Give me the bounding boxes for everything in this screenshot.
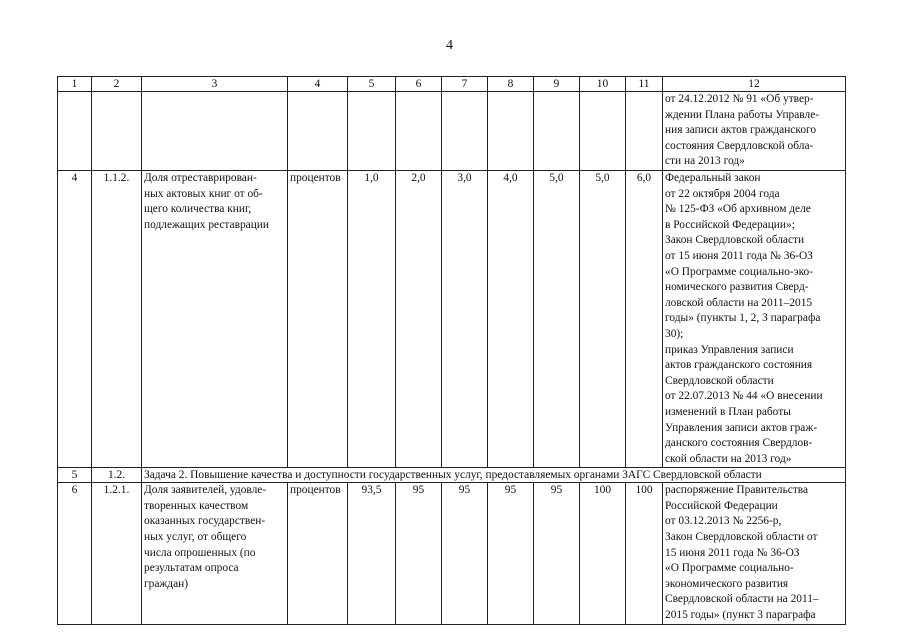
unit-cell: процентов [288,483,348,624]
value-cell: 1,0 [348,171,396,468]
value-cell: 95 [488,483,534,624]
text-line: оказанных государствен- [144,515,266,528]
table-row [58,483,846,624]
legal-basis-cell [663,171,846,468]
text-line: от 22.07.2013 № 44 «О внесении [665,390,823,403]
text-line: Федеральный закон [665,172,761,184]
text-line: ловской области на 2011–2015 [665,296,813,309]
header-cell: 10 [580,77,626,92]
text-line: ской области на 2013 год» [665,452,792,465]
value-cell: 6,0 [626,171,663,468]
text-line: Закон Свердловской области от [665,531,818,544]
task-title: Задача 2. Повышение качества и доступности государственных услуг, предоставляемых органами ЗАГС Свердловской области [142,468,846,483]
header-cell: 1 [58,77,92,92]
text-line: «О Программе социально-эко- [665,265,814,278]
text-line: изменений в План работы [665,405,791,418]
legal-basis-cell [663,483,846,624]
text-line: 30); [665,327,684,340]
header-row [58,77,846,92]
value-cell: 2,0 [396,171,442,468]
value-cell: 93,5 [348,483,396,624]
text-line: Российской Федерации [665,499,778,512]
indicator-name-cell [142,171,288,468]
text-line: Управления записи актов граж- [665,421,818,434]
text-line: годы» (пункты 1, 2, 3 параграфа [665,312,821,325]
text-line: номического развития Сверд- [665,281,809,294]
text-line: от 03.12.2013 № 2256-р, [665,515,782,528]
text-line: ных услуг, от общего [144,531,247,544]
value-cell: 95 [534,483,580,624]
table-row-continuation [58,92,846,171]
text-line: 2015 годы» (пункт 3 параграфа [665,609,816,622]
value-cell: 5,0 [580,171,626,468]
value-cell: 100 [626,483,663,624]
header-cell: 8 [488,77,534,92]
text-line: Доля заявителей, удовле- [144,484,267,497]
text-line: ных актовых книг от об- [144,187,263,200]
header-cell: 12 [663,77,846,92]
header-cell: 7 [442,77,488,92]
text-line: от 22 октября 2004 года [665,187,780,200]
text-line: сти на 2013 год» [665,155,745,168]
text-line: состояния Свердловской обла- [665,139,814,152]
text-line: актов гражданского состояния [665,359,813,372]
text-line: № 125-ФЗ «Об архивном деле [665,203,811,216]
header-cell: 4 [288,77,348,92]
text-line: ния записи актов гражданского [665,124,817,137]
row-code: 1.2.1. [92,483,142,624]
row-code: 1.1.2. [92,171,142,468]
value-cell: 3,0 [442,171,488,468]
legal-basis-cell [663,92,846,171]
text-line: творенных качеством [144,499,249,512]
text-line: граждан) [144,577,189,590]
unit-cell: процентов [288,171,348,468]
header-cell: 5 [348,77,396,92]
header-cell: 2 [92,77,142,92]
text-line: ждении Плана работы Управле- [665,108,820,121]
text-line: данского состояния Свердлов- [665,437,813,450]
text-line: числа опрошенных (по [144,546,256,559]
text-line: 15 июня 2011 года № 36-ОЗ [665,546,800,559]
table-row [58,171,846,468]
page-number: 4 [446,38,453,53]
text-line: приказ Управления записи [665,343,794,356]
text-line: от 15 июня 2011 года № 36-ОЗ [665,249,813,262]
indicator-name-cell [142,483,288,624]
text-line: Свердловской области на 2011– [665,593,819,606]
value-cell: 5,0 [534,171,580,468]
text-line: Свердловской области [665,374,774,387]
value-cell: 95 [396,483,442,624]
value-cell: 95 [442,483,488,624]
text-line: в Российской Федерации»; [665,218,795,231]
header-cell: 6 [396,77,442,92]
header-cell: 3 [142,77,288,92]
text-line: Доля отреставрирован- [144,172,257,184]
row-number: 4 [58,171,92,468]
row-code: 1.2. [92,468,142,483]
table-row-task [58,468,846,483]
text-line: от 24.12.2012 № 91 «Об утвер- [665,93,814,105]
value-cell: 4,0 [488,171,534,468]
text-line: щего количества книг, [144,203,252,216]
row-number: 5 [58,468,92,483]
text-line: результатам опроса [144,562,239,575]
text-line: подлежащих реставрации [144,218,270,231]
header-cell: 11 [626,77,663,92]
text-line: «О Программе социально- [665,562,794,575]
text-line: Закон Свердловской области [665,234,805,247]
text-line: экономического развития [665,577,789,590]
value-cell: 100 [580,483,626,624]
row-number: 6 [58,483,92,624]
header-cell: 9 [534,77,580,92]
indicators-table [57,76,846,625]
text-line: распоряжение Правительства [665,484,809,497]
